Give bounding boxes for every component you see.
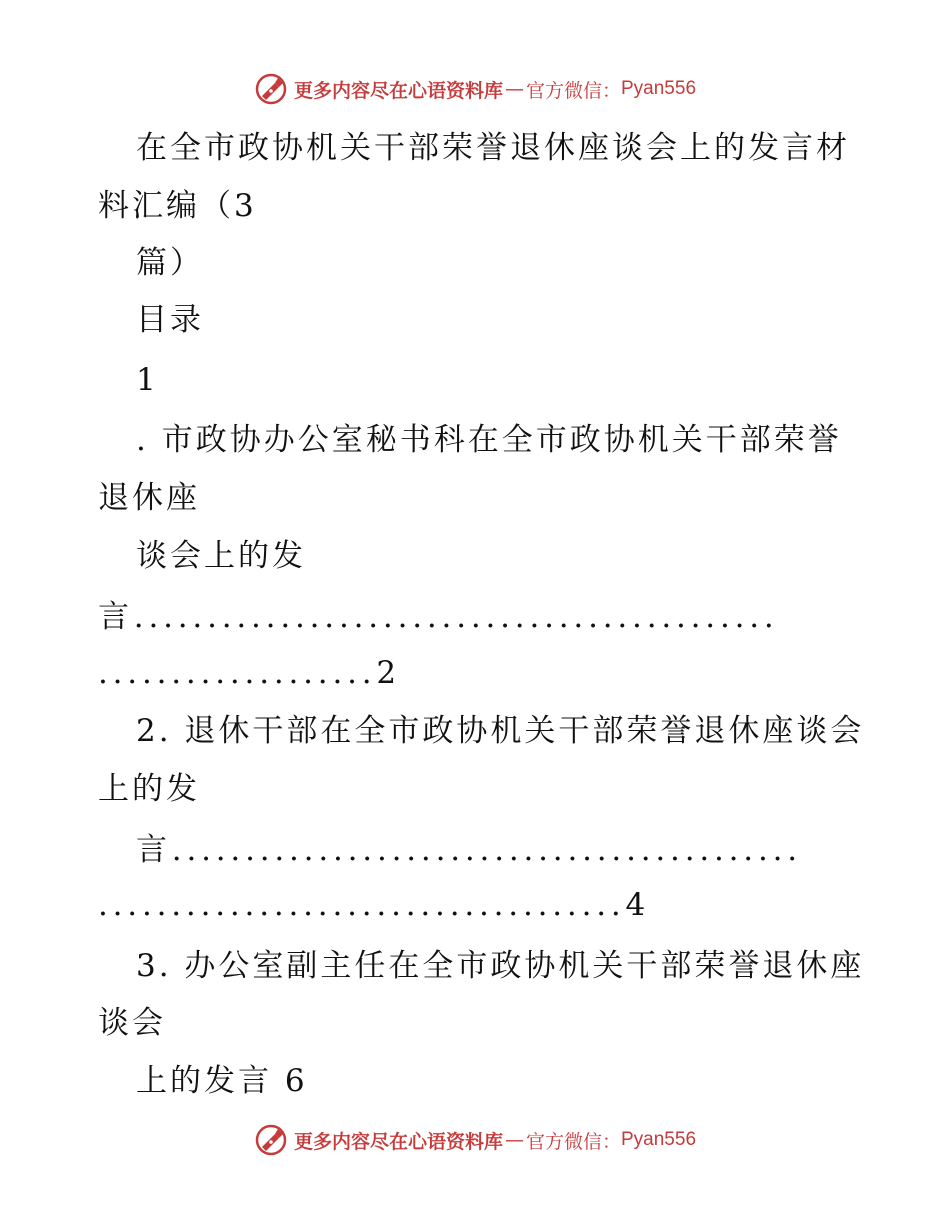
toc-item-2-page: ....................................4 (98, 887, 651, 923)
pen-nib-icon (254, 1123, 288, 1157)
header-watermark (0, 72, 950, 106)
watermark-text: 更多内容尽在心语资料库 (293, 1130, 503, 1153)
toc-item-1-line-1: . 市政协办公室秘书科在全市政协机关干部荣誉 (136, 422, 842, 458)
doc-title-line-2: 料汇编（3 (98, 188, 257, 224)
toc-item-2-leader: 言........................................... (136, 832, 802, 868)
wechat-id: Pyan556 (621, 78, 697, 99)
wechat-label: 官方微信： (525, 1130, 621, 1153)
pen-nib-icon (254, 72, 288, 106)
toc-item-3-line-2: 谈会 (98, 1005, 166, 1041)
doc-title-line-3: 篇） (136, 245, 204, 281)
toc-item-1-page: ...................2 (98, 655, 401, 691)
toc-item-3-line-1: 3. 办公室副主任在全市政协机关干部荣誉退休座 (136, 948, 865, 984)
toc-number: 1 (136, 362, 159, 398)
watermark-separator: — (504, 78, 524, 100)
footer-watermark (0, 1123, 950, 1157)
toc-heading: 目录 (136, 302, 204, 338)
toc-item-1-line-3: 谈会上的发 (136, 538, 306, 574)
toc-item-2-line-2: 上的发 (98, 771, 200, 807)
wechat-label: 官方微信： (525, 79, 621, 102)
toc-item-1-line-2: 退休座 (98, 480, 200, 516)
doc-title-line-1: 在全市政协机关干部荣誉退休座谈会上的发言材 (136, 130, 850, 166)
toc-item-3-line-3: 上的发言 6 (136, 1063, 308, 1099)
watermark-text: 更多内容尽在心语资料库 (293, 79, 503, 102)
wechat-id: Pyan556 (621, 1129, 697, 1150)
toc-item-1-leader: 言............................................ (98, 599, 779, 635)
toc-item-2-line-1: 2. 退休干部在全市政协机关干部荣誉退休座谈会 (136, 713, 865, 749)
watermark-separator: — (504, 1129, 524, 1151)
